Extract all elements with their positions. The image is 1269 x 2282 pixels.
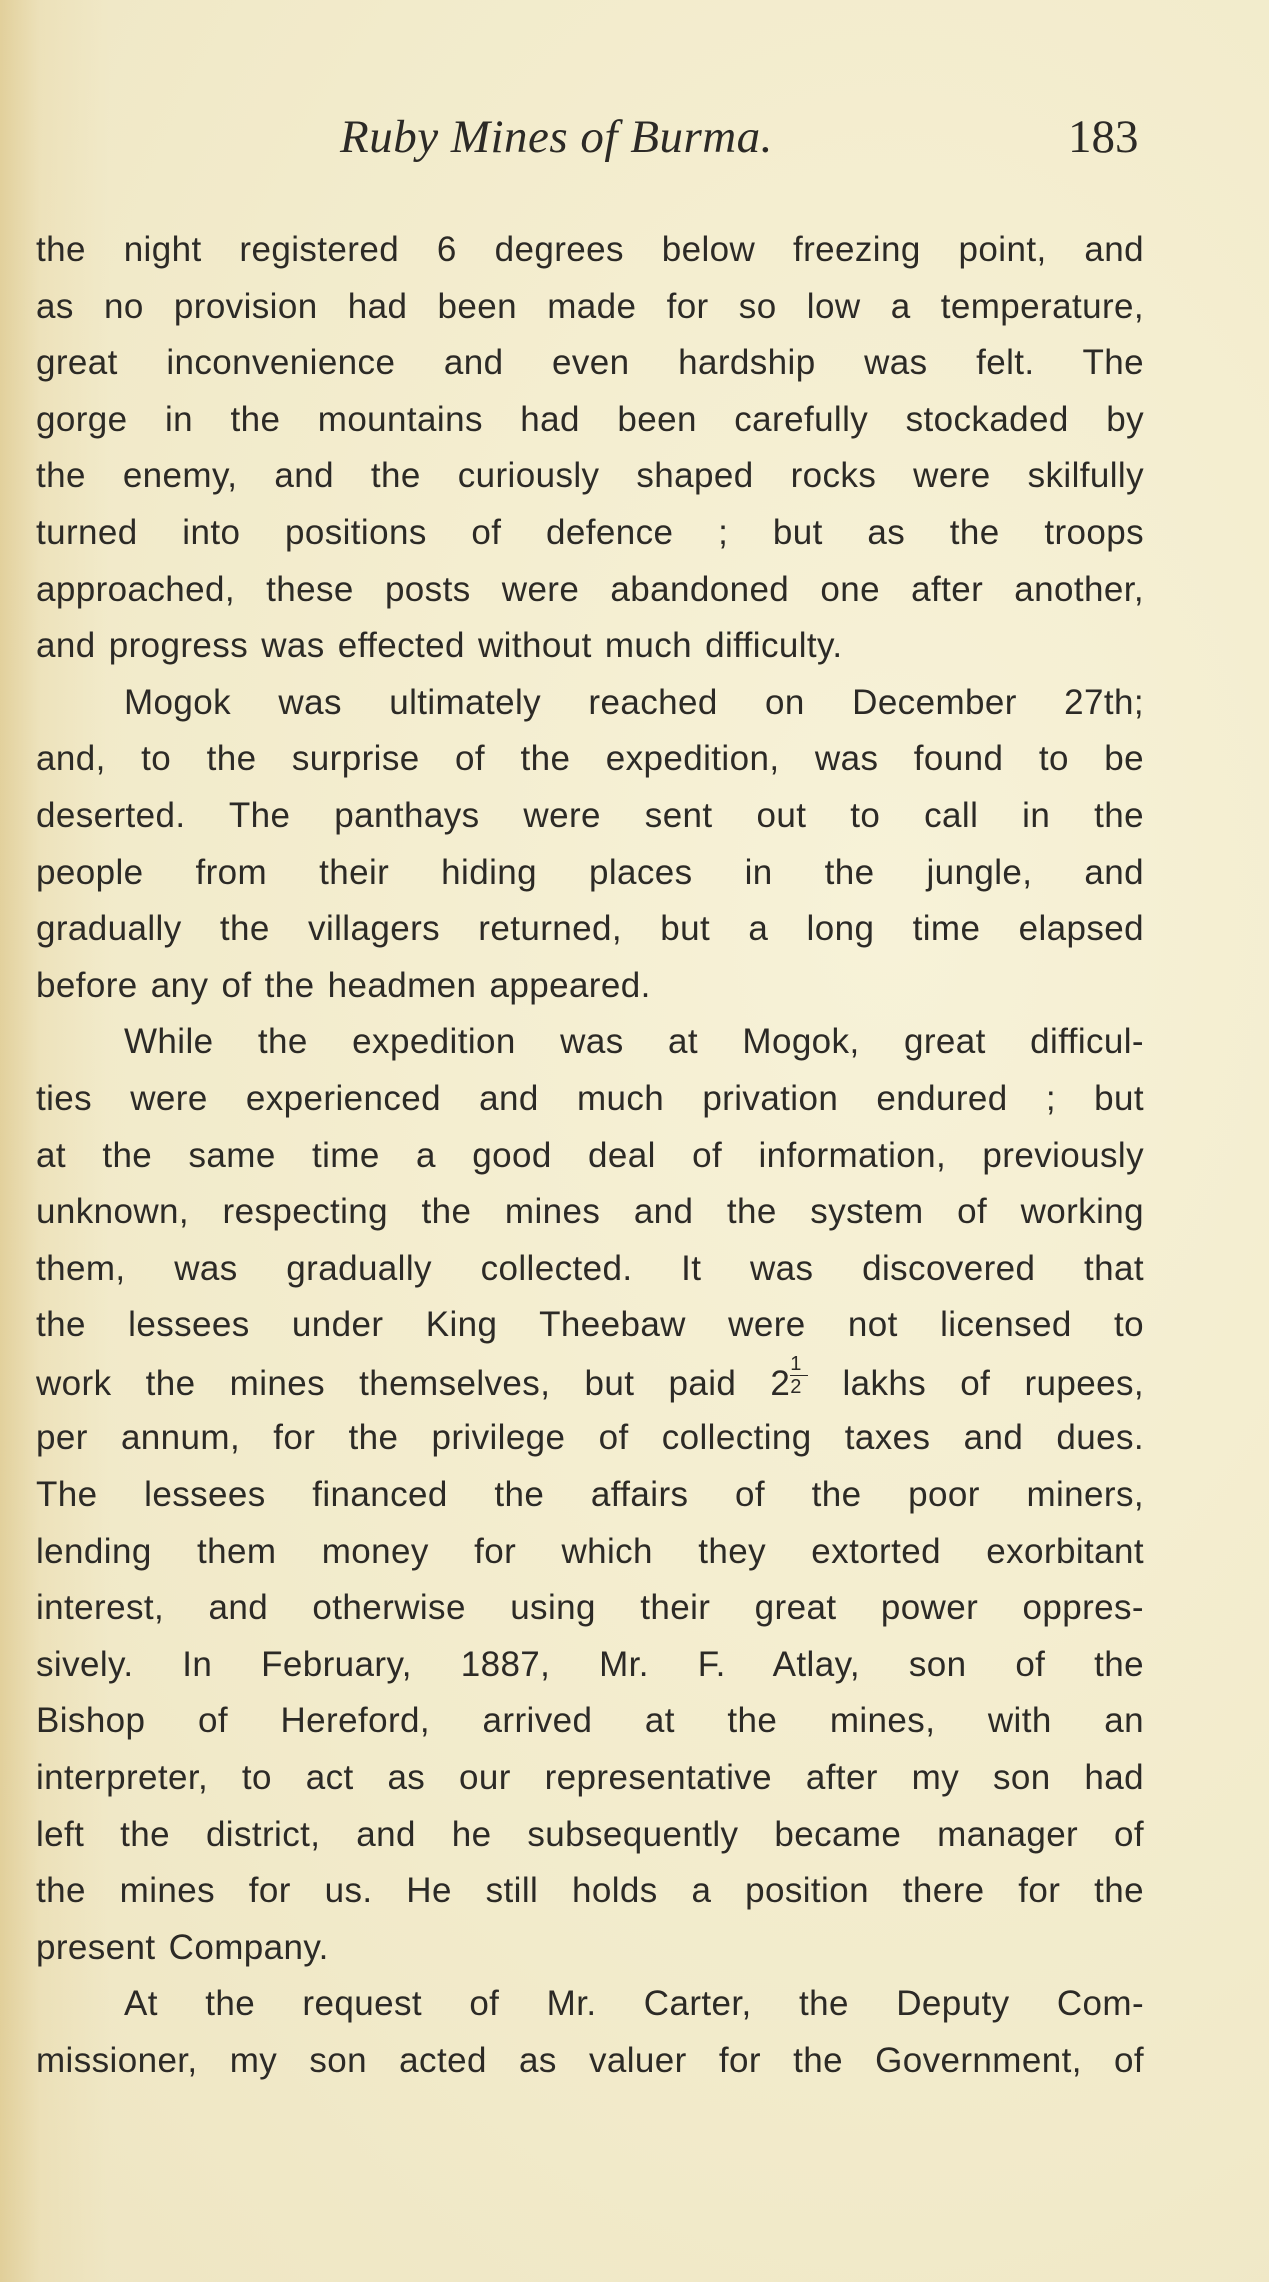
- text-line: interpreter, to act as our representative after my son had: [36, 1758, 1144, 1798]
- text-line: The lessees financed the affairs of the poor miners,: [36, 1475, 1144, 1515]
- text-line: approached, these posts were abandoned one after another,: [36, 569, 1144, 609]
- text-line: missioner, my son acted as valuer for the Government, of: [36, 2041, 1144, 2080]
- text-line: and, to the surprise of the expedition, was found to be: [36, 739, 1144, 779]
- text-line: the mines for us. He still holds a position there for the: [36, 1871, 1144, 1911]
- running-title: Ruby Mines of Burma.: [340, 111, 773, 163]
- text-line: the lessees under King Theebaw were not licensed to: [36, 1305, 1144, 1345]
- page-header: [340, 110, 1140, 180]
- text-line: the night registered 6 degrees below freezing point, and: [36, 230, 1144, 269]
- text-line: interest, and otherwise using their great power oppres-: [36, 1588, 1144, 1628]
- text-line: At the request of Mr. Carter, the Deputy Com-: [124, 1984, 1144, 2024]
- fraction-denominator: 2: [790, 1375, 802, 1398]
- text-line: per annum, for the privilege of collecting taxes and dues.: [36, 1418, 1144, 1458]
- text-line: Bishop of Hereford, arrived at the mines, with an: [36, 1701, 1144, 1741]
- text-line: gradually the villagers returned, but a long time elapsed: [36, 909, 1144, 949]
- text-line: and progress was effected without much difficulty.: [36, 626, 843, 666]
- text-line: the enemy, and the curiously shaped rocks were skilfully: [36, 456, 1144, 496]
- one-half-fraction: [790, 1354, 808, 1397]
- text-line: sively. In February, 1887, Mr. F. Atlay, son of the: [36, 1644, 1144, 1684]
- text-line: unknown, respecting the mines and the system of working: [36, 1192, 1144, 1232]
- page-number: 183: [1068, 111, 1139, 163]
- text-line: at the same time a good deal of information, previously: [36, 1135, 1144, 1175]
- text-line: great inconvenience and even hardship was felt. The: [36, 343, 1144, 383]
- text-line: people from their hiding places in the jungle, and: [36, 852, 1144, 892]
- text-line: lending them money for which they extorted exorbitant: [36, 1531, 1144, 1571]
- text-line: Mogok was ultimately reached on December 27th;: [124, 682, 1144, 722]
- text-line: them, was gradually collected. It was discovered that: [36, 1248, 1144, 1288]
- text-line: While the expedition was at Mogok, great difficul-: [124, 1022, 1144, 1062]
- text-line-part: work the mines themselves, but paid 2: [36, 1363, 791, 1403]
- text-line: deserted. The panthays were sent out to call in the: [36, 795, 1144, 835]
- text-line: gorge in the mountains had been carefully stockaded by: [36, 399, 1144, 439]
- fraction-numerator: 1: [790, 1352, 802, 1375]
- text-line: before any of the headmen appeared.: [36, 965, 651, 1005]
- text-line: as no provision had been made for so low a temperature,: [36, 286, 1144, 326]
- text-line: left the district, and he subsequently became manager of: [36, 1814, 1144, 1854]
- body-text: [36, 222, 1144, 2090]
- text-line-with-fraction: [36, 1354, 1144, 1411]
- text-line-part: lakhs of rupees,: [842, 1363, 1144, 1403]
- text-line: turned into positions of defence ; but as the troops: [36, 512, 1144, 552]
- text-line: present Company.: [36, 1927, 329, 1967]
- text-line: ties were experienced and much privation endured ; but: [36, 1078, 1144, 1118]
